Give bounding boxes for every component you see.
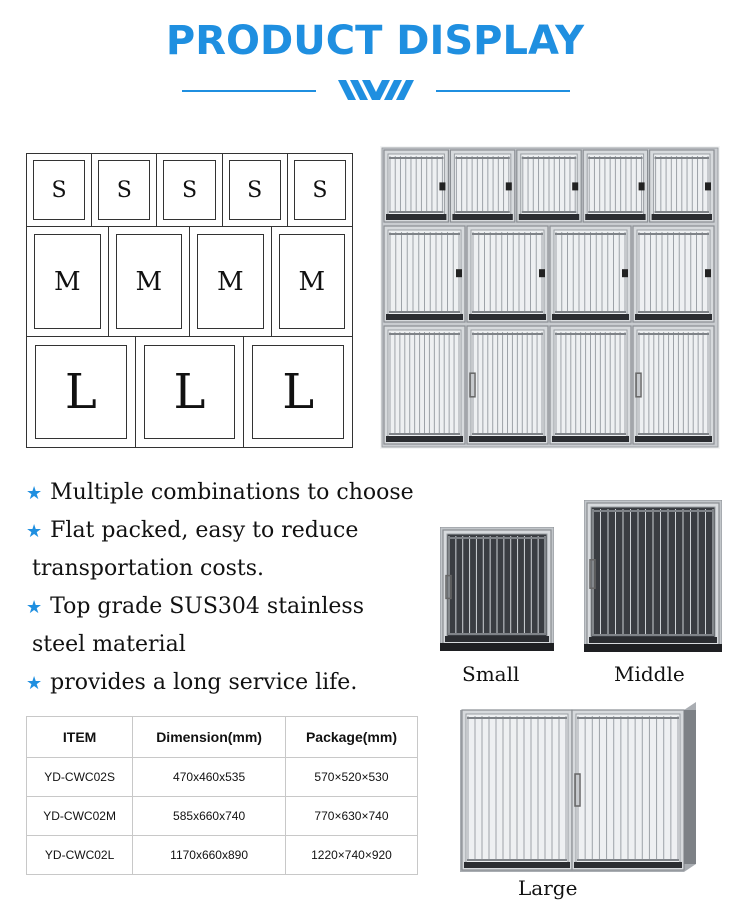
title-divider-left	[182, 90, 316, 92]
table-row	[27, 797, 418, 836]
cage-slot-outer	[243, 336, 353, 448]
table-cell-package: 770×630×740	[285, 797, 417, 836]
caption-middle: Middle	[614, 662, 685, 686]
cage-slot-outer	[189, 226, 272, 337]
table-cell-dimension: 1170x660x890	[133, 836, 286, 875]
table-cell-package: 1220×740×920	[285, 836, 417, 875]
middle-cage-photo	[584, 500, 722, 652]
cage-slot-label: M	[197, 234, 264, 329]
feature-line	[26, 480, 414, 505]
feature-line	[26, 518, 358, 543]
feature-text: Top grade SUS304 stainless	[50, 594, 364, 619]
cage-slot-label: S	[33, 160, 85, 220]
table-cell-package: 570×520×530	[285, 758, 417, 797]
cage-slot-outer	[222, 153, 288, 227]
table-header-row	[27, 717, 418, 758]
feature-text: Flat packed, easy to reduce	[50, 518, 359, 543]
column-header: Dimension(mm)	[133, 717, 286, 758]
cage-layout-diagram	[26, 153, 352, 447]
star-icon: ★	[26, 521, 43, 542]
caption-large: Large	[518, 876, 578, 900]
cage-slot-label: S	[98, 160, 150, 220]
table-cell-item: YD-CWC02M	[27, 797, 133, 836]
cage-bank-photo	[380, 146, 720, 449]
cage-slot-outer	[156, 153, 222, 227]
column-header: Package(mm)	[285, 717, 417, 758]
spec-table	[26, 716, 418, 875]
cage-slot-outer	[26, 336, 136, 448]
large-cage-photo	[460, 702, 696, 872]
table-cell-item: YD-CWC02S	[27, 758, 133, 797]
feature-line	[32, 632, 186, 657]
table-cell-dimension: 470x460x535	[133, 758, 286, 797]
feature-line	[32, 556, 264, 581]
feature-text: Multiple combinations to choose	[50, 480, 414, 505]
caption-small: Small	[462, 662, 520, 686]
small-cage-photo	[440, 527, 554, 651]
table-cell-item: YD-CWC02L	[27, 836, 133, 875]
feature-text: steel material	[32, 632, 186, 657]
feature-line	[26, 594, 364, 619]
table-cell-dimension: 585x660x740	[133, 797, 286, 836]
cage-slot-label: S	[229, 160, 281, 220]
cage-slot-label: S	[294, 160, 346, 220]
star-icon: ★	[26, 483, 43, 504]
cage-slot-outer	[135, 336, 245, 448]
column-header: ITEM	[27, 717, 133, 758]
cage-slot-outer	[91, 153, 157, 227]
star-icon: ★	[26, 597, 43, 618]
cage-slot-label: L	[252, 345, 344, 439]
cage-slot-outer	[271, 226, 354, 337]
cage-slot-outer	[26, 153, 92, 227]
cage-slot-outer	[26, 226, 109, 337]
table-row	[27, 758, 418, 797]
cage-slot-label: S	[163, 160, 215, 220]
cage-slot-outer	[108, 226, 191, 337]
page-title: PRODUCT DISPLAY	[165, 18, 585, 64]
cage-slot-label: M	[34, 234, 101, 329]
table-row	[27, 836, 418, 875]
cage-slot-label: M	[116, 234, 183, 329]
star-icon: ★	[26, 673, 43, 694]
cage-slot-label: M	[279, 234, 346, 329]
feature-text: transportation costs.	[32, 556, 264, 581]
feature-line	[26, 670, 357, 695]
chevron-decoration-icon	[338, 80, 414, 100]
cage-slot-label: L	[35, 345, 127, 439]
title-divider-right	[436, 90, 570, 92]
feature-text: provides a long service life.	[50, 670, 358, 695]
cage-slot-outer	[287, 153, 353, 227]
cage-slot-label: L	[144, 345, 236, 439]
